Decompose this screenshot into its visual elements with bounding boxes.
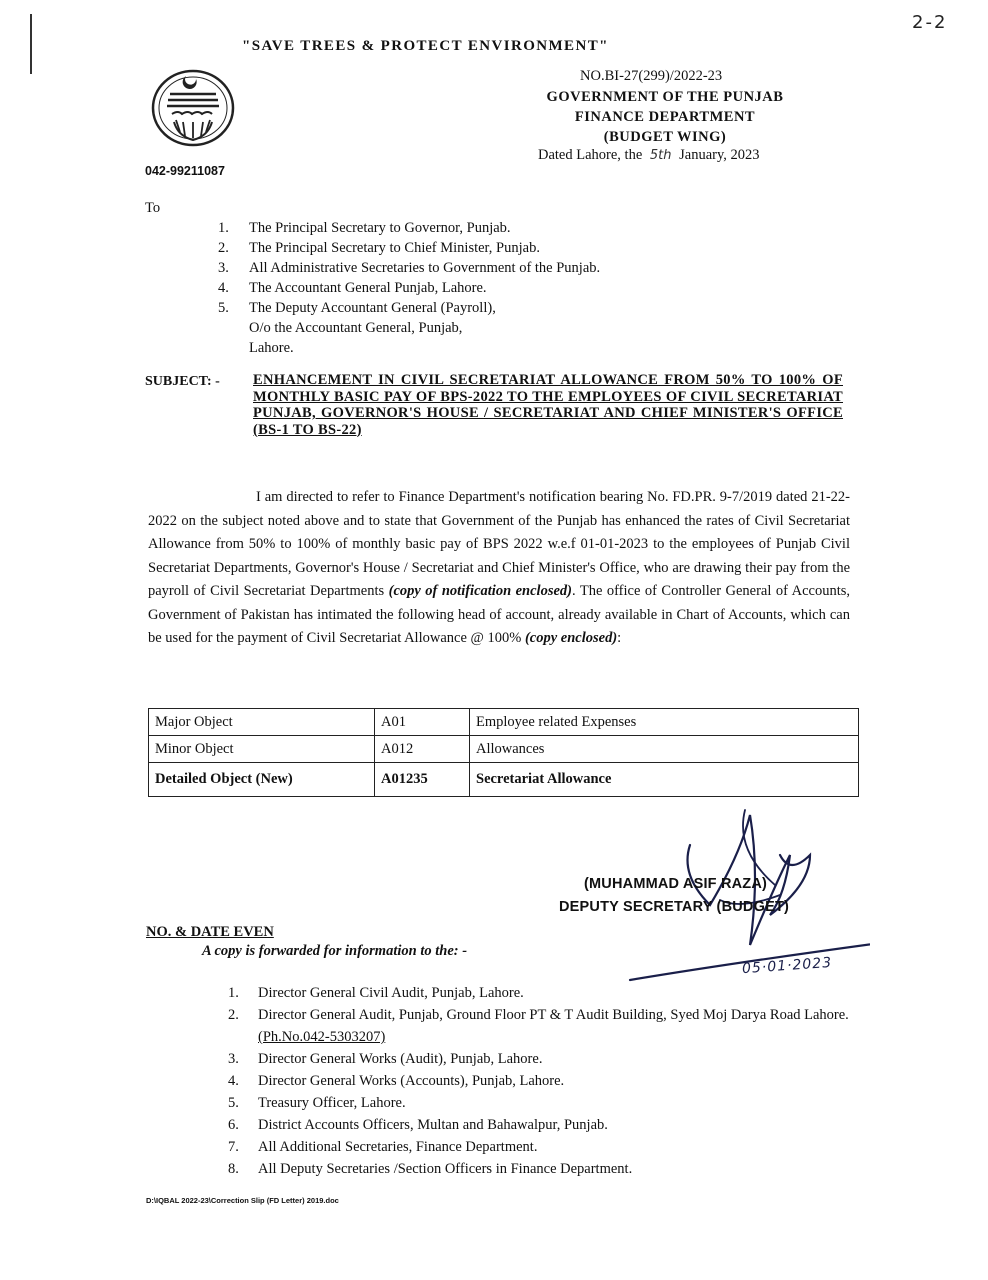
copy-number: 5.: [228, 1095, 239, 1111]
signatory-designation: DEPUTY SECRETARY (BUDGET): [559, 899, 790, 915]
copy-recipient-list: [228, 982, 878, 1180]
copy-recipient: [258, 1136, 878, 1158]
list-item: [228, 1114, 878, 1136]
date-suffix: January, 2023: [679, 147, 760, 163]
wing-name: (BUDGET WING): [603, 129, 727, 145]
body-part-3: :: [617, 630, 622, 646]
handwritten-date: 05·01·2023: [741, 954, 833, 978]
list-item: [228, 1092, 878, 1114]
date-prefix: Dated Lahore, the: [538, 147, 643, 163]
date-day-handwritten: 5th: [649, 148, 672, 163]
department-name: FINANCE DEPARTMENT: [574, 109, 756, 125]
addressee-item: [218, 258, 600, 278]
forwarded-text: A copy is forwarded for information to the: -: [202, 943, 468, 959]
addressee-text: Lahore.: [249, 340, 294, 356]
object-level-cell: Detailed Object (New): [149, 763, 375, 797]
addressee-number: 3.: [218, 260, 229, 276]
object-description-cell: Employee related Expenses: [470, 709, 859, 736]
addressee-text: The Principal Secretary to Chief Minister, Punjab.: [249, 240, 540, 256]
list-item: [228, 1048, 878, 1070]
copy-recipient: [258, 1114, 878, 1136]
account-head-table: [148, 708, 859, 797]
addressee-item: [218, 318, 600, 338]
addressee-text: The Deputy Accountant General (Payroll),: [249, 300, 496, 316]
object-level-cell: Minor Object: [149, 736, 375, 763]
copy-recipient-text: Director General Civil Audit, Punjab, Lahore.: [258, 985, 524, 1001]
copy-recipient: [258, 1092, 878, 1114]
copy-number: 3.: [228, 1051, 239, 1067]
addressee-text: The Principal Secretary to Governor, Punjab.: [249, 220, 511, 236]
body-emphasis-1: (copy of notification enclosed): [388, 583, 572, 599]
page-number: 2-2: [912, 12, 948, 33]
list-item: [228, 1136, 878, 1158]
copy-recipient: [258, 982, 878, 1004]
addressee-item: [218, 238, 600, 258]
table-row: [149, 709, 859, 736]
margin-mark: [30, 14, 32, 74]
copy-number: 2.: [228, 1007, 239, 1023]
addressee-list: [218, 218, 600, 358]
copy-number: 7.: [228, 1139, 239, 1155]
copy-recipient-text: Director General Works (Accounts), Punjab, Lahore.: [258, 1073, 565, 1089]
addressee-number: 2.: [218, 240, 229, 256]
addressee-item: [218, 298, 600, 318]
object-level-cell: Major Object: [149, 709, 375, 736]
copy-recipient-text: All Additional Secretaries, Finance Department.: [258, 1139, 538, 1155]
copy-recipient: [258, 1048, 878, 1070]
addressee-text: All Administrative Secretaries to Government of the Punjab.: [249, 260, 601, 276]
subject-label: SUBJECT: -: [145, 374, 220, 389]
government-name: GOVERNMENT OF THE PUNJAB: [546, 89, 784, 105]
body-part-2: . The office of Controller General of Accounts, Government of Pakistan has intimated the following head of account, already available in Chart of Accounts, which can be used for the payment of Civil Secretariat Allowance @ 100%: [148, 583, 851, 646]
addressee-text: O/o the Accountant General, Punjab,: [249, 320, 463, 336]
body-emphasis-2: (copy enclosed): [524, 630, 618, 646]
copy-recipient-text: Director General Works (Audit), Punjab, Lahore.: [258, 1051, 543, 1067]
signatory-name: (MUHAMMAD ASIF RAZA): [584, 876, 768, 892]
to-label: To: [145, 200, 161, 216]
subject-text: ENHANCEMENT IN CIVIL SECRETARIAT ALLOWANCE FROM 50% TO 100% OF MONTHLY BASIC PAY OF BPS-2022 TO THE EMPLOYEES OF CIVIL SECRETARIAT PUNJAB, GOVERNOR'S HOUSE / SECRETARIAT AND CHIEF MINISTER'S OFFICE (BS-1 TO BS-22): [253, 372, 843, 438]
copy-recipient: [258, 1004, 878, 1048]
addressee-number: 4.: [218, 280, 229, 296]
addressee-number: [218, 338, 249, 358]
copy-number: 6.: [228, 1117, 239, 1133]
copy-recipient-phone: (Ph.No.042-5303207): [258, 1029, 386, 1045]
body-part-1: I am directed to refer to Finance Department's notification bearing No. FD.PR. 9-7/2019 dated 21-22-2022 on the subject noted above and to state that Government of the Punjab has enhanced the rates of Civil Secretariat Allowance from 50% to 100% of monthly basic pay of BPS 2022 w.e.f 01-01-2023 to the employees of Punjab Civil Secretariat Departments, Governor's House / Secretariat and Chief Minister's Office, who are drawing their pay from the payroll of Civil Secretariat Departments: [148, 489, 850, 599]
list-item: [228, 1070, 878, 1092]
addressee-text: The Accountant General Punjab, Lahore.: [249, 280, 487, 296]
object-description-cell: Allowances: [470, 736, 859, 763]
list-item: [228, 1004, 878, 1048]
copy-recipient: [258, 1158, 878, 1180]
copy-number: 4.: [228, 1073, 239, 1089]
addressee-item: [218, 278, 600, 298]
copy-recipient-text: District Accounts Officers, Multan and Bahawalpur, Punjab.: [258, 1117, 608, 1133]
no-and-date-even: NO. & DATE EVEN: [146, 924, 274, 940]
copy-recipient-text: All Deputy Secretaries /Section Officers in Finance Department.: [258, 1161, 633, 1177]
object-code-cell: A01: [375, 709, 470, 736]
slogan: "SAVE TREES & PROTECT ENVIRONMENT": [242, 38, 609, 54]
addressee-number: [218, 318, 249, 338]
object-code-cell: A01235: [375, 763, 470, 797]
list-item: [228, 1158, 878, 1180]
reference-number: NO.BI-27(299)/2022-23: [580, 68, 723, 84]
addressee-item: [218, 218, 600, 238]
letter-date: [538, 147, 760, 164]
addressee-number: 1.: [218, 220, 229, 236]
body-paragraph: [148, 486, 850, 651]
footer-file-path: D:\IQBAL 2022-23\Correction Slip (FD Letter) 2019.doc: [146, 1196, 339, 1205]
addressee-number: 5.: [218, 300, 229, 316]
copy-number: 8.: [228, 1161, 239, 1177]
punjab-government-emblem-icon: [150, 64, 236, 148]
copy-recipient-text: Director General Audit, Punjab, Ground Floor PT & T Audit Building, Syed Moj Darya Road Lahore.: [258, 1007, 849, 1023]
list-item: [228, 982, 878, 1004]
table-row: [149, 736, 859, 763]
addressee-item: [218, 338, 600, 358]
office-phone: 042-99211087: [145, 164, 225, 178]
object-description-cell: Secretariat Allowance: [470, 763, 859, 797]
copy-number: 1.: [228, 985, 239, 1001]
object-code-cell: A012: [375, 736, 470, 763]
table-row: [149, 763, 859, 797]
copy-recipient-text: Treasury Officer, Lahore.: [258, 1095, 406, 1111]
copy-recipient: [258, 1070, 878, 1092]
